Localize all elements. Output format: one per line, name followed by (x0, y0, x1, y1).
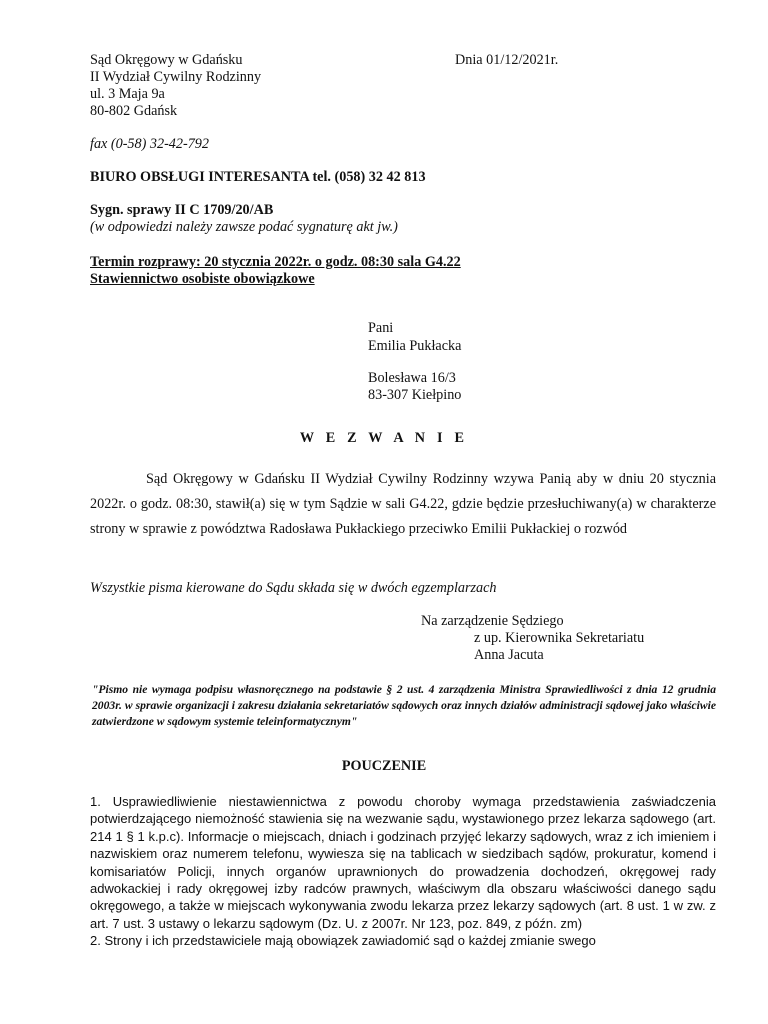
instruction-item-1: 1. Usprawiedliwienie niestawiennictwa z powodu choroby wymaga przedstawienia zaświadczenia potwierdzającego niemożność stawienia się na wezwanie sądu, wystawionego przez lekarza sądowego (art. 214 1 § 1 k.p.c). Informacje o miejscach, dniach i godzinach przyjęć lekarzy sądowych, wraz z ich imieniem i nazwiskiem oraz numerem telefonu, wywiesza się na tablicach w siedzibach sądów, prokuratur, komend i komisariatów Policji, innych organów uprawnionych do prowadzenia dochodzeń, okręgowej rady adwokackiej i rady okręgowej izby radców prawnych, właściwym dla obszaru właściwości danego sądu okręgowego, a także w miejscach wykonywania zwodu lekarza przez lekarzy sądowych (art. 8 ust. 1 w zw. z art. 7 ust. 3 ustawy o lekarzu sądowym (Dz. U. z 2007r. Nr 123, poz. 849, z późn. zm) (90, 794, 716, 931)
summons-paragraph (90, 467, 716, 542)
case-number-note: (w odpowiedzi należy zawsze podać sygnaturę akt jw.) (90, 219, 398, 235)
recipient-city: 83-307 Kiełpino (368, 387, 462, 403)
instructions-list (90, 793, 716, 950)
hearing-date: Termin rozprawy: 20 stycznia 2022r. o godz. 08:30 sala G4.22 (90, 254, 461, 270)
court-city: 80-802 Gdańsk (90, 103, 178, 119)
attendance-required: Stawiennictwo osobiste obowiązkowe (90, 271, 315, 287)
recipient-street: Bolesława 16/3 (368, 370, 456, 386)
court-fax: fax (0-58) 32-42-792 (90, 136, 209, 152)
court-division: II Wydział Cywilny Rodzinny (90, 69, 262, 85)
case-number: Sygn. sprawy II C 1709/20/AB (90, 202, 274, 218)
summons-text: Sąd Okręgowy w Gdańsku II Wydział Cywilny Rodzinny wzywa Panią aby w dniu 20 stycznia 2022r. o godz. 08:30, stawił(a) się w tym Sądzie w sali G4.22, gdzie będzie przesłuchiwany(a) w charakterze strony w sprawie z powództwa Radosława Pukłackiego przeciwko Emilii Pukłackiej o rozwód (90, 471, 716, 537)
document-title: W E Z W A N I E (299, 430, 469, 446)
document-date: Dnia 01/12/2021r. (455, 52, 559, 68)
recipient-salutation: Pani (368, 320, 394, 336)
copies-note: Wszystkie pisma kierowane do Sądu składa się w dwóch egzemplarzach (90, 580, 497, 596)
signature-order: Na zarządzenie Sędziego (421, 613, 564, 629)
electronic-signature-note: "Pismo nie wymaga podpisu własnoręcznego na podstawie § 2 ust. 4 zarządzenia Ministra Sprawiedliwości z dnia 12 grudnia 2003r. w sprawie organizacji i zakresu działania sekretariatów sądowych oraz innych działów administracji sądowej jako właściwie zatwierdzone w sądowym systemie teleinformatycznym" (92, 683, 716, 728)
signature-name: Anna Jacuta (474, 647, 544, 663)
signature-on-behalf: z up. Kierownika Sekretariatu (474, 630, 645, 646)
instructions-heading: POUCZENIE (341, 758, 427, 774)
instruction-item-2: 2. Strony i ich przedstawiciele mają obowiązek zawiadomić sąd o każdej zmianie swego (90, 933, 596, 949)
recipient-name: Emilia Pukłacka (368, 338, 462, 354)
court-name: Sąd Okręgowy w Gdańsku (90, 52, 243, 68)
office-phone: BIURO OBSŁUGI INTERESANTA tel. (058) 32 42 813 (90, 169, 426, 185)
court-street: ul. 3 Maja 9a (90, 86, 165, 102)
